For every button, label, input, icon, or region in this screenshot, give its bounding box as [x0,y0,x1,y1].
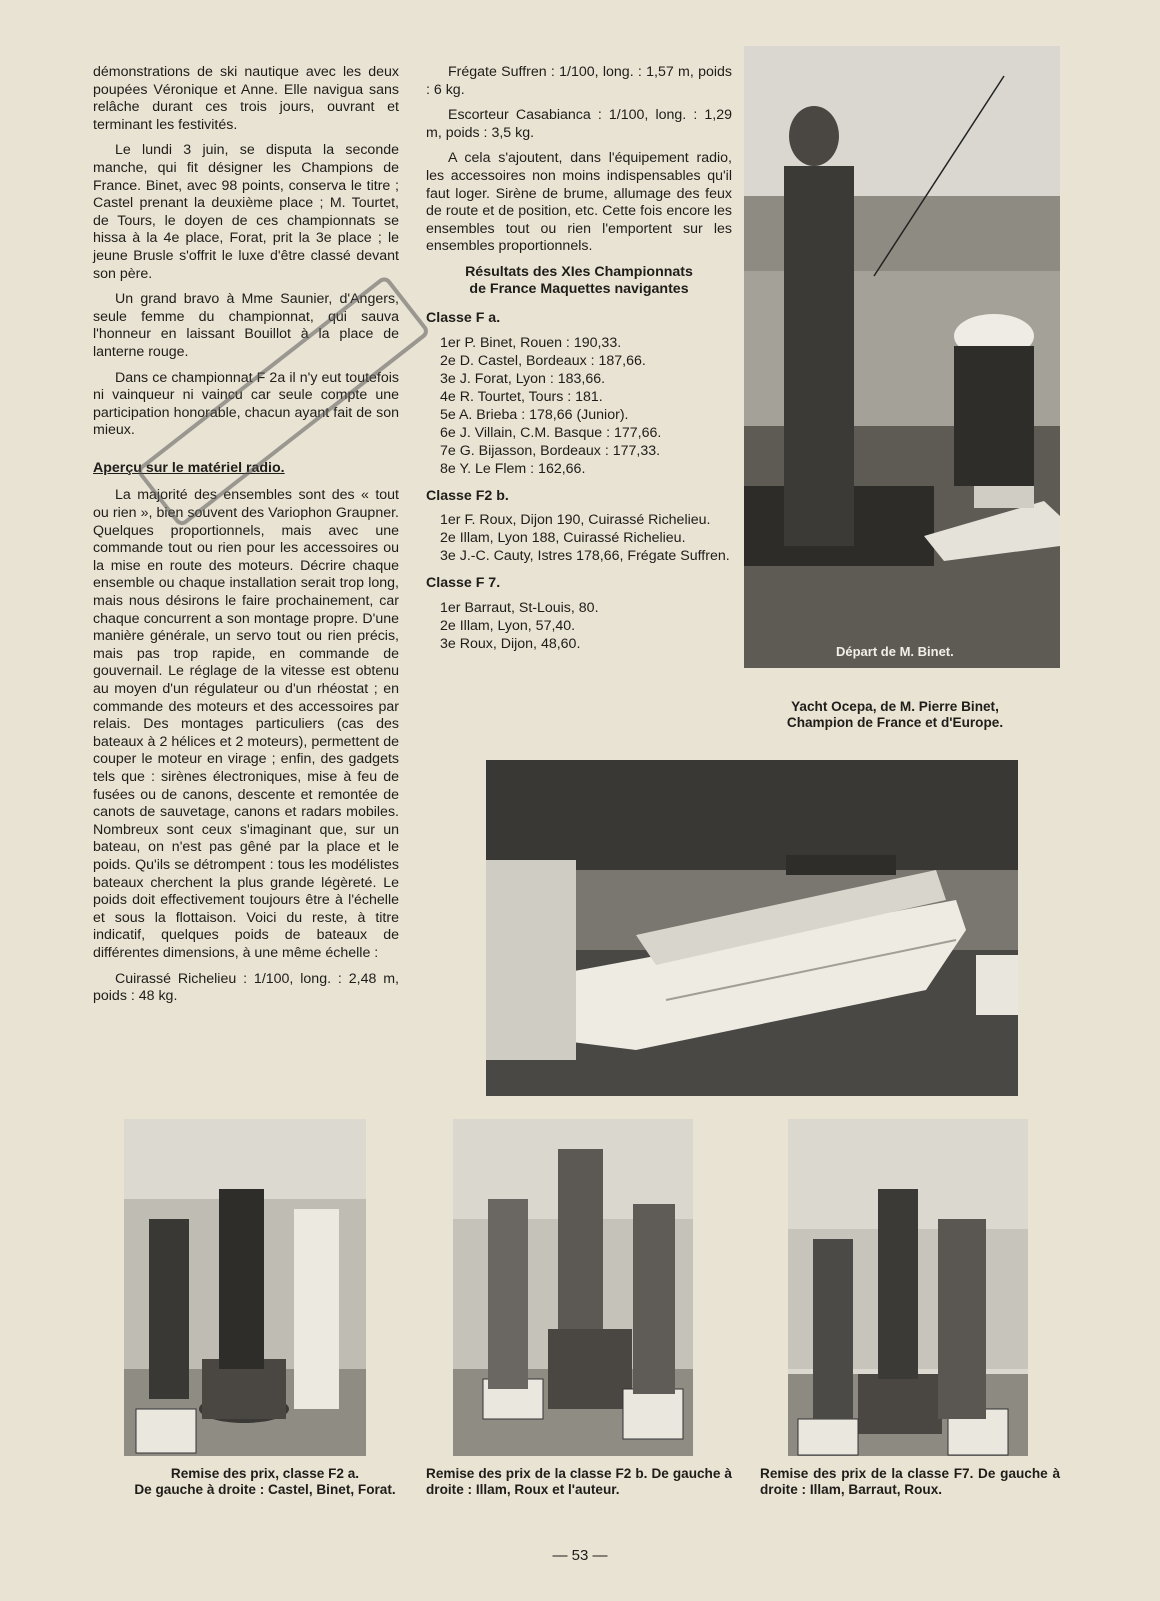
paragraph: Dans ce championnat F 2a il n'y eut toutefois ni vainqueur ni vaincu car seule compte une participation honorable, chacun ayant fait de son mieux. [93,369,399,439]
result-entry: 1er P. Binet, Rouen : 190,33. [440,334,622,351]
photo-caption-yacht [720,699,1070,732]
result-entry: 5e A. Brieba : 178,66 (Junior). [440,406,629,423]
results-list-fa [426,334,732,478]
results-list-f2b [426,511,732,565]
paragraph: Frégate Suffren : 1/100, long. : 1,57 m, poids : 6 kg. [426,64,732,98]
caption-line: Champion de France et d'Europe. [786,715,1004,731]
result-entry: 3e J.-C. Cauty, Istres 178,66, Frégate Suffren. [440,548,730,565]
paragraph: Le lundi 3 juin, se disputa la seconde manche, qui fit désigner les Champions de France. Binet, avec 98 points, conserva le titre ; Castel prenant la deuxième place ; M. Tourtet, de Tours, le doyen de ces championnats se hissa à la 4e place, Forat, prit la 3e place ; le jeune Brusle s'offrit le luxe d'être classé devant son père. [93,142,399,282]
section-heading: Aperçu sur le matériel radio. [93,459,285,476]
result-entry: 3e Roux, Dijon, 48,60. [440,635,581,652]
classe-heading: Classe F 7. [426,575,501,592]
photo-prize-f7 [788,1119,1028,1456]
paragraph: La majorité des ensembles sont des « tout ou rien », bien souvent des Variophon Graupner. Quelques proportionnels, mais avec une commande tout ou rien pour les accessoires ou la mise en route des moteurs. Décrire chaque ensemble ou chaque installation serait trop long, mais nous désirons le faire prochainement, car chaque concurrent a son montage propre. D'une manière générale, un servo tout ou rien précis, mais pas trop rapide, en commande de gouvernail. Le réglage de la vitesse est obtenu au moyen d'un régulateur ou d'un rhéostat ; en commande des moteurs et des accessoires par relais. Des montages particuliers (cas des bateaux à 2 hélices et 2 moteurs), permettent de couper le moteur en virage ; enfin, des gadgets tels que : sirènes électroniques, mise à feu de fusées ou de canons, descente et remontée de canots de sauvetage, canons et radars mobiles. Nombreux sont ceux s'imaginant que, sur un bateau, on n'est pas gêné par la place et le poids. Qu'ils se détrompent : tous les modélistes bateaux cherchent la plus grande légèreté. Le poids doit effectivement toujours être à l'échelle et sous la flottaison. Voici du reste, à titre indicatif, quelques poids de bateaux de différentes dimensions, à une même échelle : [93,487,399,961]
result-entry: 2e D. Castel, Bordeaux : 187,66. [440,352,646,369]
caption-line: De gauche à droite : Castel, Binet, Forat. [134,1482,396,1498]
results-title-line: Résultats des XIes Championnats [465,263,693,280]
photo-caption-f7: Remise des prix de la classe F7. De gauche à droite : Illam, Barraut, Roux. [760,1466,1060,1498]
paragraph: Escorteur Casabianca : 1/100, long. : 1,29 m, poids : 3,5 kg. [426,107,732,141]
result-entry: 8e Y. Le Flem : 162,66. [440,460,586,477]
classe-heading: Classe F a. [426,309,501,326]
result-entry: 7e G. Bijasson, Bordeaux : 177,33. [440,442,661,459]
paragraph: Un grand bravo à Mme Saunier, d'Angers, seule femme du championnat, qui sauva l'honneur en laissant Bouillot à la place de lanterne rouge. [93,291,399,360]
photo-inset-caption: Départ de M. Binet. [836,644,954,659]
page-number: — 53 — [552,1547,608,1564]
photo-caption-f2b: Remise des prix de la classe F2 b. De gauche à droite : Illam, Roux et l'auteur. [426,1466,732,1498]
result-entry: 1er Barraut, St-Louis, 80. [440,599,599,616]
paragraph: démonstrations de ski nautique avec les deux poupées Véronique et Anne. Elle navigua sans relâche durant ces trois jours, ouvrant et terminant les festivités. [93,64,399,133]
results-title-line: de France Maquettes navigantes [469,280,689,297]
result-entry: 3e J. Forat, Lyon : 183,66. [440,370,606,387]
results-list-f7 [426,599,732,653]
result-entry: 1er F. Roux, Dijon 190, Cuirassé Richelieu. [440,512,711,529]
photo-yacht-departure [744,46,1060,668]
result-entry: 2e Illam, Lyon, 57,40. [440,617,576,634]
classe-heading: Classe F2 b. [426,487,509,504]
text-column-left [93,64,399,1014]
results-title [426,264,732,298]
paragraph: A cela s'ajoutent, dans l'équipement radio, les accessoires non moins indispensables qu'il faut loger. Sirène de brume, allumage des feux de route et de position, etc. Cette fois encore les ensembles tout ou rien l'emportent sur les ensembles proportionnels. [426,150,732,255]
paragraph: Cuirassé Richelieu : 1/100, long. : 2,48 m, poids : 48 kg. [93,970,399,1005]
result-entry: 2e Illam, Lyon 188, Cuirassé Richelieu. [440,530,686,547]
photo-prize-f2a [124,1119,366,1456]
caption-line: Yacht Ocepa, de M. Pierre Binet, [791,699,999,714]
photo-yacht-model [486,760,1018,1096]
result-entry: 6e J. Villain, C.M. Basque : 177,66. [440,424,662,441]
photo-caption-f2a [120,1466,410,1499]
caption-line: Remise des prix, classe F2 a. [170,1466,360,1481]
result-entry: 4e R. Tourtet, Tours : 181. [440,388,603,405]
text-column-middle [426,64,732,653]
photo-prize-f2b [453,1119,693,1456]
